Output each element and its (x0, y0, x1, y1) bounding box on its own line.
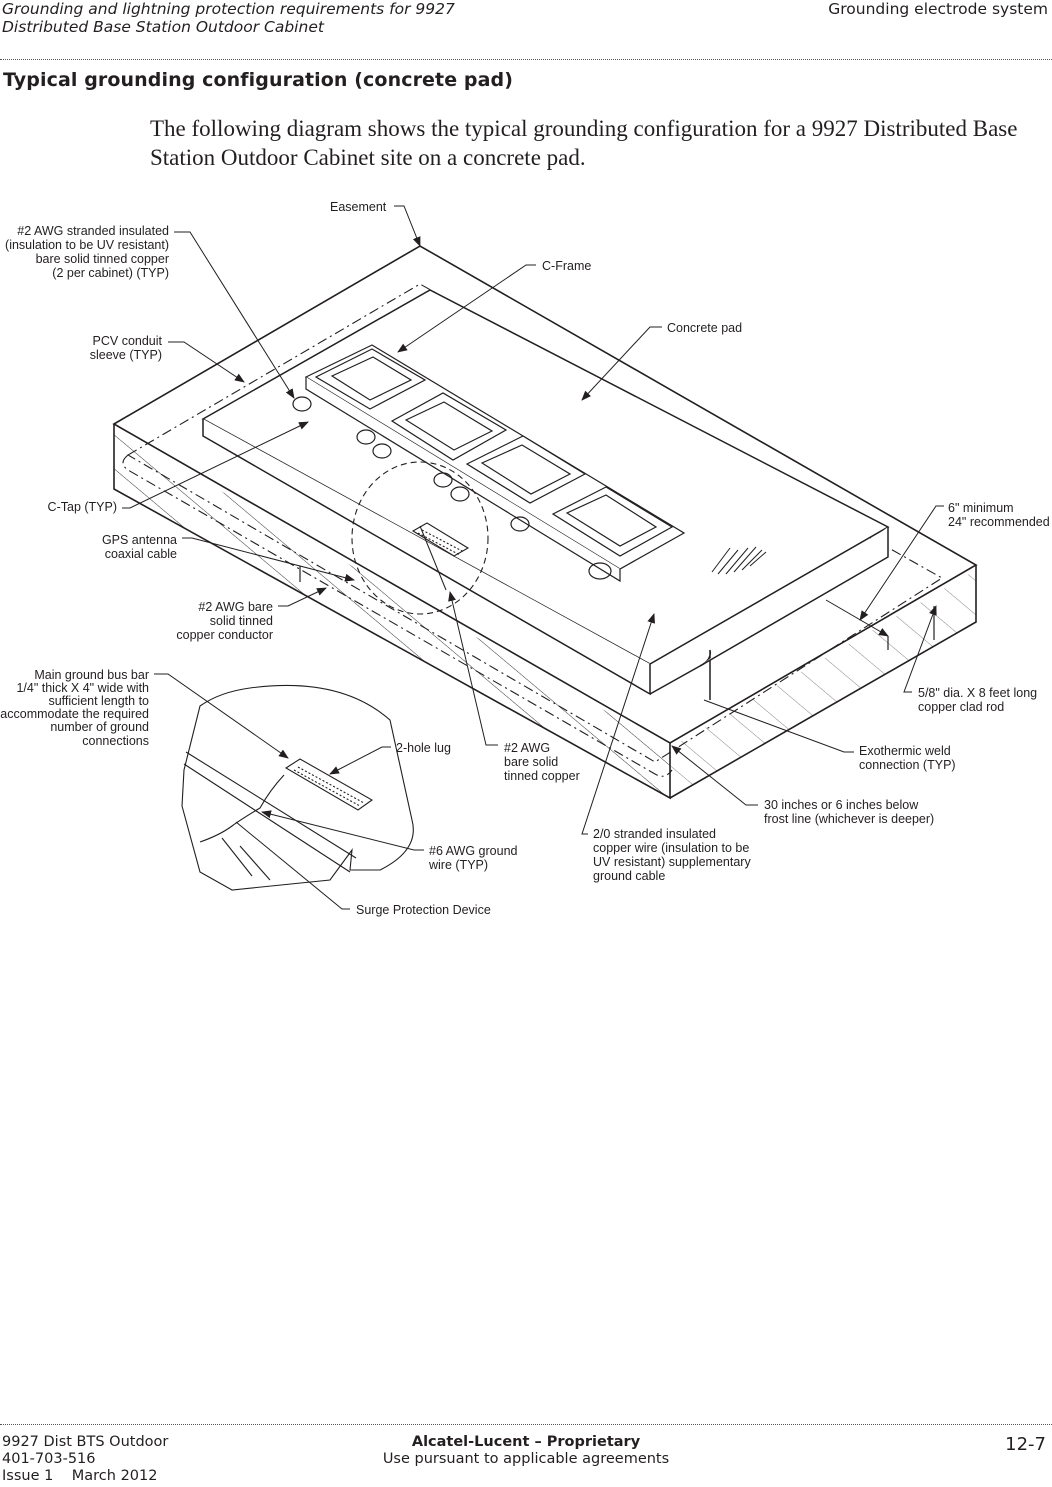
svg-text:24" recommended: 24" recommended (948, 515, 1050, 529)
running-header-chapter: Grounding electrode system (828, 0, 1048, 18)
svg-text:connection (TYP): connection (TYP) (859, 758, 956, 772)
detail-inset (182, 685, 413, 890)
svg-text:5/8" dia. X 8 feet long: 5/8" dia. X 8 feet long (918, 686, 1038, 700)
svg-text:sufficient length to: sufficient length to (48, 694, 149, 708)
header-title-line-2: Distributed Base Station Outdoor Cabinet (2, 18, 324, 36)
svg-text:#2 AWG stranded insulated: #2 AWG stranded insulated (17, 224, 169, 238)
svg-text:connections: connections (82, 734, 149, 748)
svg-text:6" minimum: 6" minimum (948, 501, 1014, 515)
svg-text:(insulation to be UV resistant: (insulation to be UV resistant) (5, 238, 169, 252)
svg-text:(2 per cabinet) (TYP): (2 per cabinet) (TYP) (52, 266, 169, 280)
svg-text:GPS antenna: GPS antenna (101, 533, 177, 547)
svg-text:C-Frame: C-Frame (542, 259, 592, 273)
header-divider (0, 59, 1052, 60)
svg-text:sleeve (TYP): sleeve (TYP) (89, 348, 162, 362)
svg-text:Concrete pad: Concrete pad (667, 321, 743, 335)
svg-text:bare solid tinned copper: bare solid tinned copper (35, 252, 169, 266)
svg-text:UV resistant) supplementary: UV resistant) supplementary (593, 855, 751, 869)
footer-proprietary-line-1: Alcatel-Lucent – Proprietary (411, 1434, 641, 1450)
svg-text:accommodate the required: accommodate the required (0, 707, 149, 721)
svg-text:copper wire (insulation to be: copper wire (insulation to be (593, 841, 750, 855)
footer-proprietary-line-2: Use pursuant to applicable agreements (382, 1451, 670, 1467)
svg-text:ground cable: ground cable (593, 869, 666, 883)
svg-text:copper conductor: copper conductor (176, 628, 273, 642)
page-number: 12-7 (1005, 1434, 1046, 1455)
svg-text:bare solid: bare solid (504, 755, 559, 769)
svg-text:PCV conduit: PCV conduit (92, 334, 162, 348)
svg-text:30 inches or 6 inches below: 30 inches or 6 inches below (764, 798, 919, 812)
label-easement: Easement (330, 200, 387, 214)
svg-text:C-Tap (TYP): C-Tap (TYP) (47, 500, 117, 514)
svg-text:tinned copper: tinned copper (504, 769, 580, 783)
svg-text:Main ground bus bar: Main ground bus bar (34, 668, 149, 682)
header-title-line-1: Grounding and lightning protection requirements for 9927 (2, 0, 455, 18)
section-title: Typical grounding configuration (concrete pad) (3, 69, 514, 91)
intro-paragraph: The following diagram shows the typical grounding configuration for a 9927 Distributed Base Station Outdoor Cabinet site on a concrete pad. (150, 116, 1018, 170)
svg-text:2-hole lug: 2-hole lug (396, 741, 451, 755)
footer-doc-name: 9927 Dist BTS Outdoor (2, 1434, 169, 1450)
grounding-diagram (0, 190, 1052, 920)
svg-text:frost line (whichever is deepe: frost line (whichever is deeper) (764, 812, 935, 826)
svg-text:solid tinned: solid tinned (209, 614, 273, 628)
svg-text:coaxial cable: coaxial cable (104, 547, 177, 561)
footer-doc-number: 401-703-516 (2, 1451, 96, 1467)
svg-text:#6 AWG ground: #6 AWG ground (429, 844, 518, 858)
svg-text:number of ground: number of ground (50, 720, 149, 734)
svg-text:wire (TYP): wire (TYP) (429, 858, 489, 872)
svg-text:Surge Protection Device: Surge Protection Device (356, 903, 491, 917)
svg-text:#2 AWG bare: #2 AWG bare (198, 600, 273, 614)
running-header-title (2, 0, 455, 36)
svg-text:1/4" thick X 4" wide with: 1/4" thick X 4" wide with (16, 681, 149, 695)
svg-text:Exothermic weld: Exothermic weld (859, 744, 951, 758)
svg-text:#2 AWG: #2 AWG (504, 741, 551, 755)
footer-issue-date: Issue 1 March 2012 (2, 1468, 158, 1484)
footer-divider (0, 1424, 1052, 1425)
footer-proprietary (0, 1434, 1052, 1468)
svg-text:copper clad rod: copper clad rod (918, 700, 1005, 714)
svg-text:2/0 stranded insulated: 2/0 stranded insulated (593, 827, 717, 841)
